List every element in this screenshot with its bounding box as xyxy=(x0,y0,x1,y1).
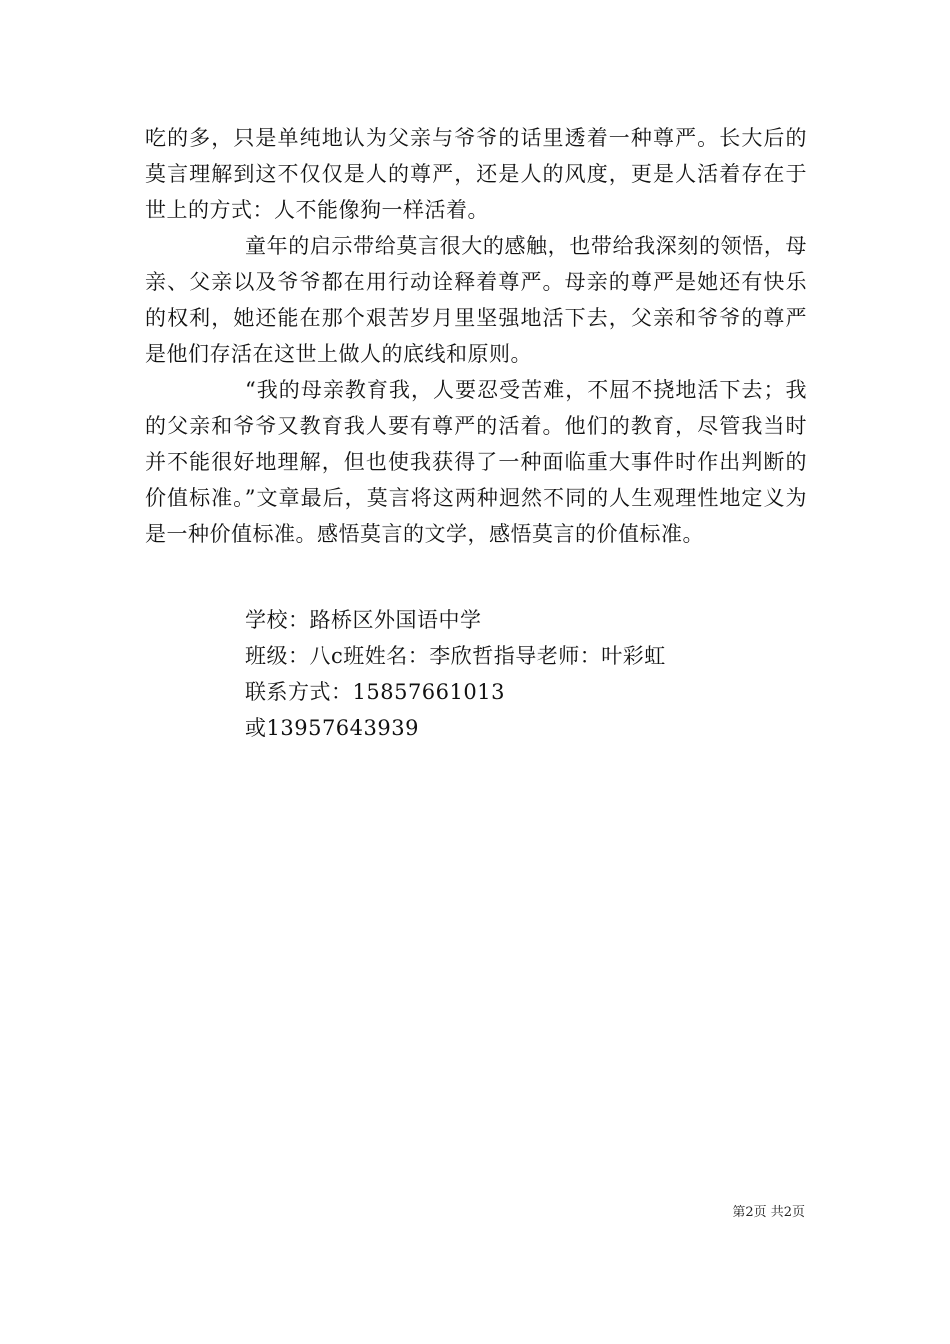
paragraph-childhood-inspiration: 童年的启示带给莫言很大的感触，也带给我深刻的领悟，母亲、父亲以及爷爷都在用行动诠释着尊严。母亲的尊严是她还有快乐的权利，她还能在那个艰苦岁月里坚强地活下去，父亲和爷爷的尊严是他们存活在这世上做人的底线和原则。 xyxy=(145,234,807,366)
paragraph-quote-conclusion: “我的母亲教育我，人要忍受苦难，不屈不挠地活下去；我的父亲和爷爷又教育我人要有尊严的活着。他们的教育，尽管我当时并不能很好地理解，但也使我获得了一种面临重大事件时作出判断的价值标准。”文章最后，莫言将这两种迥然不同的人生观理性地定义为是一种价值标准。感悟莫言的文学，感悟莫言的价值标准。 xyxy=(145,378,807,546)
contact-alt-line: 或13957643939 xyxy=(245,716,419,740)
author-info xyxy=(245,602,805,746)
page-number-footer: 第2页 共2页 xyxy=(732,1205,805,1220)
school-line: 学校：路桥区外国语中学 xyxy=(245,608,482,632)
body-text xyxy=(145,120,807,552)
paragraph-continuation: 吃的多，只是单纯地认为父亲与爷爷的话里透着一种尊严。长大后的莫言理解到这不仅仅是人的尊严，还是人的风度，更是人活着存在于世上的方式：人不能像狗一样活着。 xyxy=(145,126,807,222)
class-line: 班级：八c班姓名：李欣哲指导老师：叶彩虹 xyxy=(245,644,666,668)
contact-line: 联系方式：15857661013 xyxy=(245,680,505,704)
